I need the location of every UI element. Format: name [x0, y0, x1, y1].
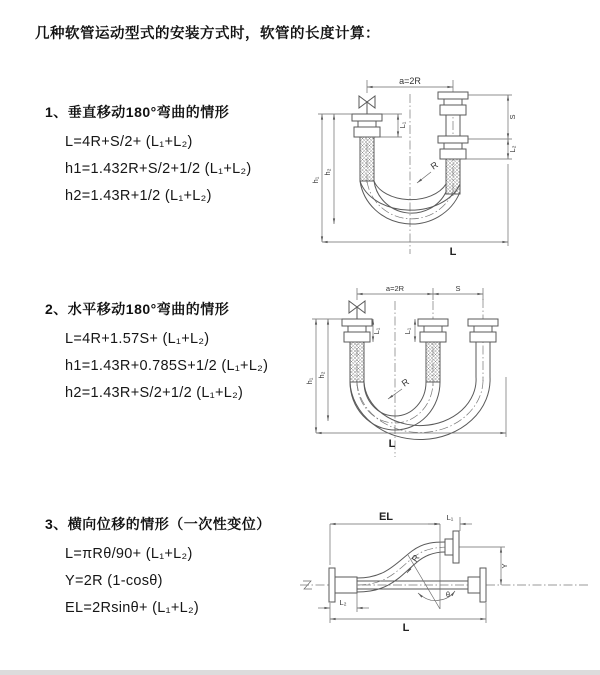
dim-s: [433, 284, 483, 294]
dim-label-r: R: [399, 376, 411, 389]
dim-label-l1: L₁: [403, 327, 412, 335]
dim-s: [468, 95, 517, 139]
formula-Y: Y=2R (1-cosθ): [65, 573, 163, 589]
dim-l2: [318, 593, 369, 612]
dim-r: [407, 552, 422, 573]
dim-l2: [462, 139, 517, 159]
page-title: 几种软管运动型式的安装方式时，软管的长度计算：: [35, 26, 380, 42]
dim-label-r: R: [409, 552, 422, 564]
hose-s-bend: [357, 531, 459, 592]
formula-h1: h1=1.43R+0.785S+1/2 (L₁+L₂): [65, 358, 269, 374]
left-end-fitting: [352, 114, 382, 137]
dim-length: [330, 603, 486, 634]
formula-h2: h2=1.43R+1/2 (L₁+L₂): [65, 188, 212, 204]
diagram-vertical-180-bend: [310, 72, 585, 260]
dim-length: [322, 164, 508, 258]
dim-label-y: Y: [500, 563, 509, 569]
formula-h2: h2=1.43R+S/2+1/2 (L₁+L₂): [65, 385, 244, 401]
formula-L: L=4R+S/2+ (L₁+L₂): [65, 134, 193, 150]
dim-label-l2: L₂: [339, 598, 347, 607]
dim-label-h1: h₁: [305, 377, 314, 385]
section-vertical-180: [45, 102, 315, 210]
dim-label-r: R: [428, 159, 440, 172]
dim-label-l1: L₁: [446, 513, 454, 522]
dim-h1: [311, 114, 352, 242]
dim-label-theta: θ: [445, 590, 451, 599]
dim-label-s: S: [508, 114, 517, 120]
page-bottom-edge: [0, 670, 600, 675]
dim-label-l1: L₁: [372, 327, 381, 335]
section-2-formulas: [65, 326, 315, 407]
dim-label-l1: L₁: [398, 121, 407, 129]
left-flange: [329, 568, 357, 602]
diagram-lateral-displacement: [296, 497, 596, 652]
section-3-formulas: [65, 541, 315, 622]
dim-h2: [317, 319, 328, 421]
dim-label-length: L: [388, 438, 396, 450]
valve-icon: [359, 96, 375, 114]
section-lateral-displacement: [45, 514, 315, 622]
dim-span: [357, 284, 483, 300]
dim-r: [388, 376, 411, 399]
section-2-heading: 2、水平移动180°弯曲的情形: [45, 301, 230, 317]
dim-label-h1: h₁: [311, 176, 320, 184]
dim-h2: [323, 114, 334, 224]
left-braided-hose: [350, 342, 364, 382]
dim-span: [367, 76, 453, 93]
section-horizontal-180: [45, 299, 315, 407]
formula-L: L=4R+1.57S+ (L₁+L₂): [65, 331, 210, 347]
hose-u-bend: [350, 377, 490, 440]
left-braided-hose: [360, 137, 374, 181]
dim-l1-mid: [403, 319, 415, 342]
left-end-fitting: [342, 319, 372, 342]
right-end-fitting-lower: [438, 136, 468, 159]
mid-end-fitting: [418, 319, 448, 342]
section-1-formulas: [65, 129, 315, 210]
formula-L: L=πRθ/90+ (L₁+L₂): [65, 546, 193, 562]
dim-label-span: a=2R: [385, 284, 405, 293]
section-1-heading: 1、垂直移动180°弯曲的情形: [45, 104, 230, 120]
dim-label-l2: L₂: [508, 145, 517, 153]
dim-label-h2: h₂: [317, 371, 326, 379]
right-end-fitting-upper: [438, 92, 468, 115]
dim-label-length: L: [402, 622, 410, 634]
formula-h1: h1=1.432R+S/2+1/2 (L₁+L₂): [65, 161, 252, 177]
dim-l1: [428, 513, 472, 531]
dim-el: [330, 511, 440, 609]
diagram-horizontal-180-bend: [306, 281, 594, 463]
dim-label-length: L: [449, 246, 457, 258]
dim-label-span: a=2R: [399, 76, 421, 86]
dim-label-h2: h₂: [323, 168, 332, 176]
dim-label-s: S: [455, 284, 461, 293]
dim-r: [417, 159, 440, 183]
valve-icon: [349, 301, 365, 319]
dim-l1-left: [372, 319, 381, 342]
mid-braided-hose: [426, 342, 440, 382]
formula-EL: EL=2Rsinθ+ (L₁+L₂): [65, 600, 200, 616]
dim-label-el: EL: [378, 511, 394, 523]
section-3-heading: 3、横向位移的情形（一次性变位）: [45, 516, 271, 532]
